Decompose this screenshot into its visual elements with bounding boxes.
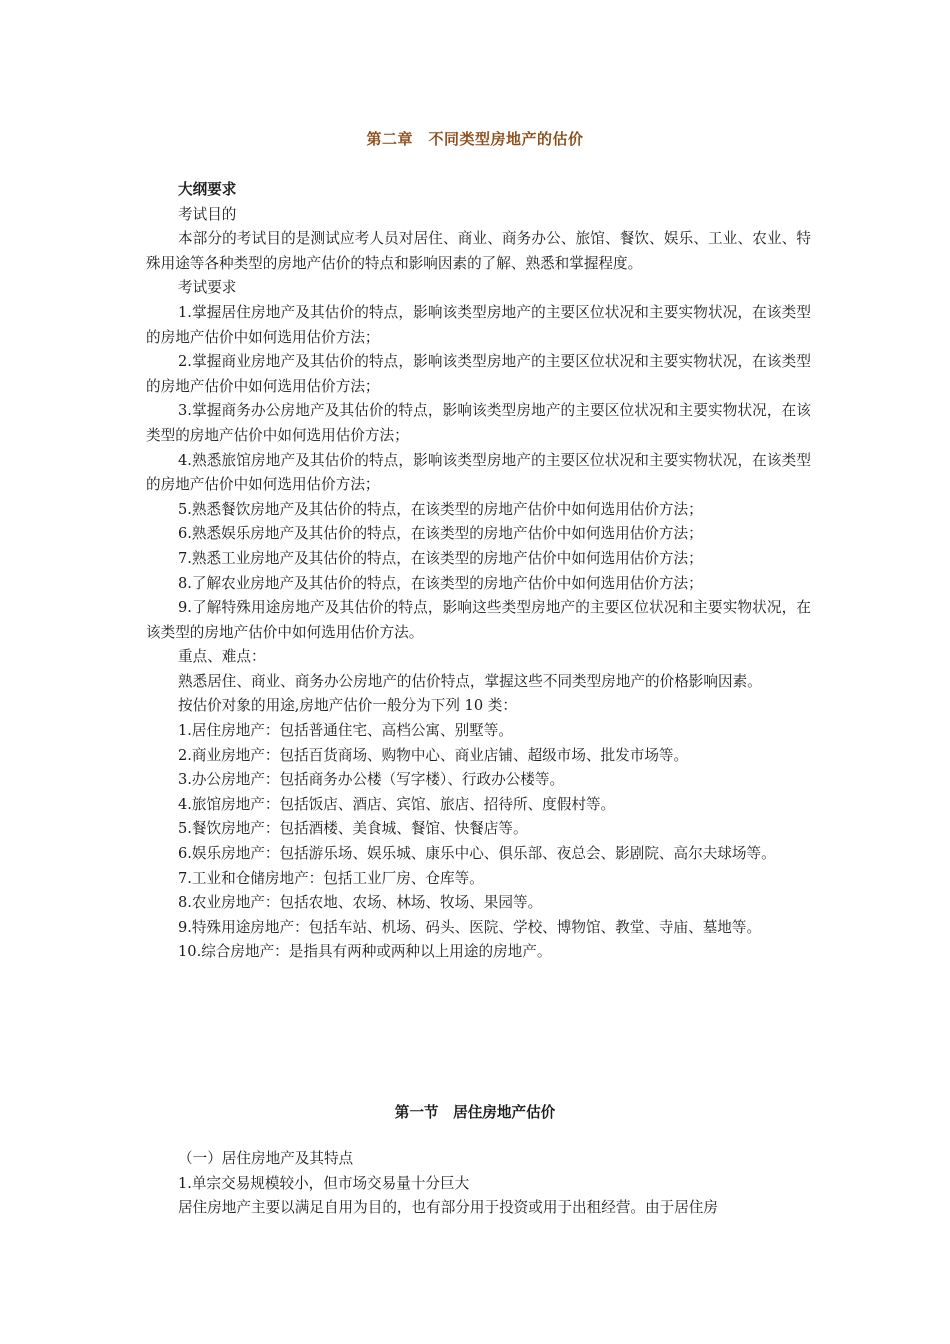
exam-requirements-label: 考试要求 [178,279,237,297]
category-item: 4.旅馆房地产：包括饭店、酒店、宾馆、旅店、招待所、度假村等。 [178,795,616,813]
section-paragraph: 居住房地产主要以满足自用为目的，也有部分用于投资或用于出租经营。由于居住房 [178,1199,718,1217]
requirement-item: 7.熟悉工业房地产及其估价的特点，在该类型的房地产估价中如何选用估价方法； [178,549,703,567]
exam-purpose-text: 本部分的考试目的是测试应考人员对居住、商业、商务办公、旅馆、餐饮、娱乐、工业、农业、特殊用途等各种类型的房地产估价的特点和影响因素的了解、熟悉和掌握程度。 [146,230,811,272]
exam-purpose-label: 考试目的 [178,205,237,223]
requirement-item: 9.了解特殊用途房地产及其估价的特点，影响这些类型房地产的主要区位状况和主要实物状况，在该类型的房地产估价中如何选用估价方法。 [146,599,811,641]
requirement-item: 6.熟悉娱乐房地产及其估价的特点，在该类型的房地产估价中如何选用估价方法； [178,525,703,543]
category-item: 7.工业和仓储房地产：包括工业厂房、仓库等。 [178,869,484,887]
category-item: 9.特殊用途房地产：包括车站、机场、码头、医院、学校、博物馆、教堂、寺庙、墓地等。 [178,918,762,936]
key-points-text: 熟悉居住、商业、商务办公房地产的估价特点，掌握这些不同类型房地产的价格影响因素。 [178,672,762,690]
section-point: 1.单宗交易规模较小，但市场交易量十分巨大 [178,1174,470,1192]
syllabus-body [146,178,811,965]
requirement-item: 3.掌握商务办公房地产及其估价的特点，影响该类型房地产的主要区位状况和主要实物状况，在该类型的房地产估价中如何选用估价方法； [146,402,811,444]
requirement-item: 1.掌握居住房地产及其估价的特点，影响该类型房地产的主要区位状况和主要实物状况，在该类型的房地产估价中如何选用估价方法； [146,303,811,346]
category-item: 8.农业房地产：包括农地、农场、林场、牧场、果园等。 [178,894,543,912]
requirement-item: 4.熟悉旅馆房地产及其估价的特点，影响该类型房地产的主要区位状况和主要实物状况，在该类型的房地产估价中如何选用估价方法； [146,451,811,494]
syllabus-heading: 大纲要求 [178,181,237,198]
requirement-item: 5.熟悉餐饮房地产及其估价的特点，在该类型的房地产估价中如何选用估价方法； [178,500,703,518]
section-title: 第一节 居住房地产估价 [394,1104,556,1121]
category-item: 1.居住房地产：包括普通住宅、高档公寓、别墅等。 [178,722,513,740]
chapter-title: 第二章 不同类型房地产的估价 [366,130,584,148]
key-points-label: 重点、难点： [178,648,266,666]
category-item: 2.商业房地产：包括百货商场、购物中心、商业店铺、超级市场、批发市场等。 [178,746,689,764]
category-item: 10.综合房地产：是指具有两种或两种以上用途的房地产。 [178,943,552,961]
category-item: 5.餐饮房地产：包括酒楼、美食城、餐馆、快餐店等。 [178,820,528,838]
requirement-item: 2.掌握商业房地产及其估价的特点，影响该类型房地产的主要区位状况和主要实物状况，在该类型的房地产估价中如何选用估价方法； [146,353,811,395]
category-item: 3.办公房地产：包括商务办公楼（写字楼）、行政办公楼等。 [178,771,565,789]
section-body [146,1147,811,1221]
requirement-item: 8.了解农业房地产及其估价的特点，在该类型的房地产估价中如何选用估价方法； [178,574,703,592]
classification-intro: 按估价对象的用途,房地产估价一般分为下列 10 类： [178,697,517,715]
category-item: 6.娱乐房地产：包括游乐场、娱乐城、康乐中心、俱乐部、夜总会、影剧院、高尔夫球场等。 [178,845,776,863]
section-subheading: （一）居住房地产及其特点 [178,1150,354,1167]
